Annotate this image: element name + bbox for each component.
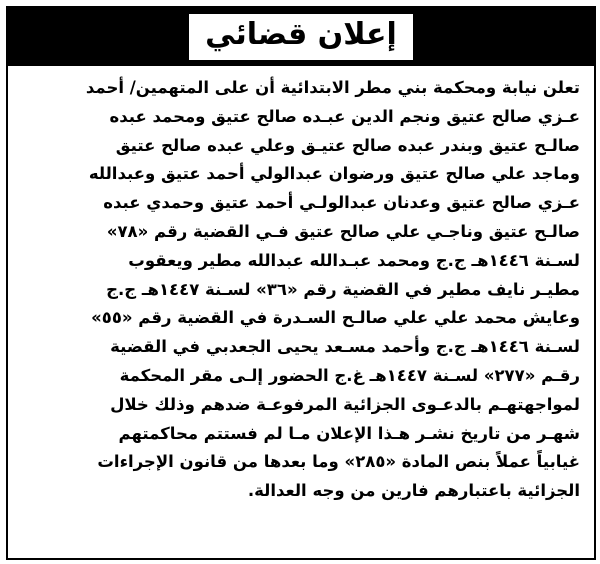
notice-title: إعلان قضائي xyxy=(189,14,413,60)
notice-body xyxy=(22,74,580,506)
notice-line: عـزي صالح عتيق وعدنان عبدالولـي أحمد عتيق وحمدي عبده xyxy=(103,193,580,213)
notice-banner xyxy=(8,8,594,66)
notice-line: رقـم «٢٧٧» لسـنة ١٤٤٧هـ غ.ج الحضور إلـى مقر المحكمة xyxy=(119,365,580,385)
notice-line: الجزائية باعتبارهم فارين من وجه العدالة. xyxy=(247,481,580,501)
notice-line: لسـنة ١٤٤٦هـ ج.ج وأحمد مسـعد يحيى الجعدبي في القضية xyxy=(110,337,580,357)
notice-line: غيابياً عملاً بنص المادة «٢٨٥» وما بعدها من قانون الإجراءات xyxy=(97,452,580,472)
notice-line: صالـح عتيق وبندر عبده صالح عتيـق وعلي عبده صالح عتيق xyxy=(115,135,580,155)
notice-line: وعايش محمد علي علي صالـح السـدرة في القضية رقم «٥٥» xyxy=(91,308,580,328)
notice-line: عـزي صالح عتيق ونجم الدين عبـده صالح عتيق ومحمد عبده xyxy=(109,106,580,126)
notice-line: تعلن نيابة ومحكمة بني مطر الابتدائية أن على المتهمين/ أحمد xyxy=(85,78,580,97)
notice-line: لمواجهتهـم بالدعـوى الجزائية المرفوعـة ضدهم وذلك خلال xyxy=(110,394,580,414)
notice-line: لسـنة ١٤٤٦هـ ج.ج ومحمد عبـدالله عبدالله مطير ويعقوب xyxy=(128,250,580,270)
notice-line: مطيـر نايف مطير في القضية رقم «٣٦» لسـنة ١٤٤٧هـ ج.ج xyxy=(106,279,580,299)
notice-line: وماجد علي صالح عتيق ورضوان عبدالولي أحمد عتيق وعبدالله xyxy=(88,164,580,184)
notice-line: صالـح عتيق وناجـي علي صالح عتيق فـي القضية رقم «٧٨» xyxy=(106,221,580,241)
court-notice xyxy=(6,6,596,560)
notice-line: شهـر من تاريخ نشـر هـذا الإعلان مـا لم فستتم محاكمتهم xyxy=(118,423,580,443)
